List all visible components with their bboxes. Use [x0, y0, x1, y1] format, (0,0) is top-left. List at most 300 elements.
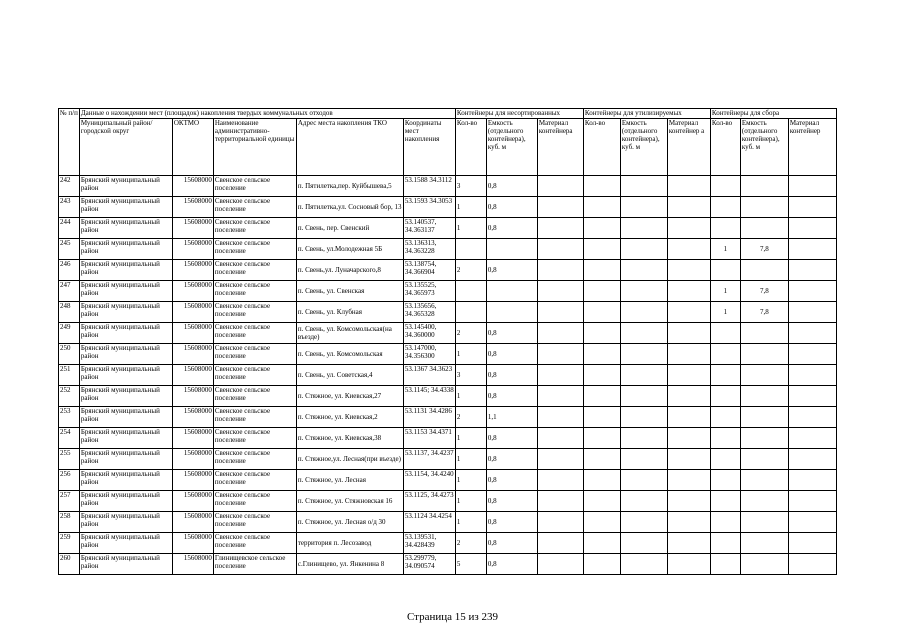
header-capacity2: Емкость (отдельного контейнера), куб. м	[620, 119, 667, 176]
cell-num: 256	[59, 470, 80, 491]
cell-municipal: Брянский муниципальный район	[79, 218, 172, 239]
cell-num: 253	[59, 407, 80, 428]
cell-collection-material	[788, 197, 836, 218]
cell-admin: Свенское сельское поселение	[213, 470, 296, 491]
cell-unsorted-material	[537, 260, 583, 281]
cell-collection-qty: 1	[710, 281, 740, 302]
cell-collection-qty	[710, 176, 740, 197]
table-row	[59, 218, 837, 239]
cell-collection-capacity	[740, 533, 788, 554]
cell-coords: 53.145400, 34.360000	[403, 323, 455, 344]
cell-municipal: Брянский муниципальный район	[79, 323, 172, 344]
cell-recyclable-qty	[583, 428, 620, 449]
cell-unsorted-material	[537, 470, 583, 491]
cell-unsorted-qty: 1	[455, 512, 486, 533]
table-row	[59, 407, 837, 428]
table-row	[59, 428, 837, 449]
cell-coords: 53.135525, 34.365973	[403, 281, 455, 302]
table-row	[59, 176, 837, 197]
cell-recyclable-qty	[583, 260, 620, 281]
cell-address: территория п. Лесозавод	[296, 533, 403, 554]
cell-municipal: Брянский муниципальный район	[79, 281, 172, 302]
cell-collection-material	[788, 470, 836, 491]
cell-collection-qty	[710, 512, 740, 533]
header-address: Адрес места накопления ТКО	[296, 119, 403, 176]
cell-coords: 53.1153 34.4371	[403, 428, 455, 449]
header-group-collection: Контейнеры для сбора	[710, 109, 836, 119]
cell-recyclable-material	[667, 512, 710, 533]
cell-num: 243	[59, 197, 80, 218]
cell-unsorted-capacity: 0,8	[486, 344, 537, 365]
header-row-columns	[59, 119, 837, 176]
cell-unsorted-material	[537, 491, 583, 512]
cell-recyclable-qty	[583, 491, 620, 512]
cell-recyclable-material	[667, 365, 710, 386]
cell-recyclable-qty	[583, 281, 620, 302]
cell-oktmo: 15608000	[172, 197, 213, 218]
table-row	[59, 512, 837, 533]
cell-address: п. Свень, ул. Комсомольская(на въезде)	[296, 323, 403, 344]
cell-recyclable-qty	[583, 470, 620, 491]
cell-collection-qty	[710, 407, 740, 428]
cell-recyclable-material	[667, 218, 710, 239]
cell-coords: 53.1154, 34.4240	[403, 470, 455, 491]
cell-recyclable-capacity	[620, 428, 667, 449]
cell-oktmo: 15608000	[172, 281, 213, 302]
cell-coords: 53.299779, 34.090574	[403, 554, 455, 575]
cell-unsorted-qty: 3	[455, 365, 486, 386]
cell-municipal: Брянский муниципальный район	[79, 554, 172, 575]
cell-unsorted-material	[537, 428, 583, 449]
cell-collection-qty	[710, 491, 740, 512]
table-row	[59, 365, 837, 386]
cell-collection-capacity	[740, 176, 788, 197]
cell-recyclable-material	[667, 491, 710, 512]
cell-admin: Свенское сельское поселение	[213, 428, 296, 449]
cell-oktmo: 15608000	[172, 554, 213, 575]
cell-collection-capacity	[740, 491, 788, 512]
cell-collection-qty	[710, 344, 740, 365]
cell-address: п. Стяжное, ул. Стяжновская 16	[296, 491, 403, 512]
cell-recyclable-qty	[583, 197, 620, 218]
cell-recyclable-material	[667, 176, 710, 197]
cell-oktmo: 15608000	[172, 512, 213, 533]
cell-unsorted-capacity	[486, 281, 537, 302]
header-oktmo: ОКТМО	[172, 119, 213, 176]
cell-unsorted-capacity: 0,8	[486, 323, 537, 344]
cell-collection-qty: 1	[710, 239, 740, 260]
cell-collection-material	[788, 428, 836, 449]
cell-coords: 53.136313, 34.363228	[403, 239, 455, 260]
cell-collection-material	[788, 491, 836, 512]
cell-collection-material	[788, 176, 836, 197]
cell-collection-capacity: 7,8	[740, 281, 788, 302]
cell-collection-qty	[710, 533, 740, 554]
cell-recyclable-material	[667, 323, 710, 344]
cell-collection-material	[788, 344, 836, 365]
cell-recyclable-qty	[583, 386, 620, 407]
cell-oktmo: 15608000	[172, 386, 213, 407]
cell-collection-capacity	[740, 218, 788, 239]
cell-oktmo: 15608000	[172, 449, 213, 470]
cell-unsorted-capacity: 0,8	[486, 365, 537, 386]
cell-collection-capacity	[740, 260, 788, 281]
cell-recyclable-material	[667, 260, 710, 281]
cell-recyclable-material	[667, 470, 710, 491]
cell-address: п. Стяжное, ул. Киевская,27	[296, 386, 403, 407]
cell-coords: 53.1137, 34.4237	[403, 449, 455, 470]
cell-recyclable-qty	[583, 176, 620, 197]
table-row	[59, 449, 837, 470]
cell-collection-qty	[710, 428, 740, 449]
cell-num: 260	[59, 554, 80, 575]
cell-recyclable-qty	[583, 407, 620, 428]
cell-collection-capacity	[740, 512, 788, 533]
cell-recyclable-qty	[583, 218, 620, 239]
cell-recyclable-qty	[583, 533, 620, 554]
cell-municipal: Брянский муниципальный район	[79, 197, 172, 218]
cell-recyclable-material	[667, 386, 710, 407]
table-row	[59, 491, 837, 512]
table-row	[59, 533, 837, 554]
cell-unsorted-qty	[455, 281, 486, 302]
header-num: № п/п	[59, 109, 80, 176]
cell-recyclable-qty	[583, 302, 620, 323]
cell-recyclable-capacity	[620, 512, 667, 533]
cell-num: 245	[59, 239, 80, 260]
cell-num: 249	[59, 323, 80, 344]
cell-admin: Свенское сельское поселение	[213, 512, 296, 533]
table-row	[59, 281, 837, 302]
cell-coords: 53.147000, 34.356300	[403, 344, 455, 365]
cell-admin: Свенское сельское поселение	[213, 323, 296, 344]
cell-unsorted-material	[537, 197, 583, 218]
cell-recyclable-capacity	[620, 197, 667, 218]
cell-unsorted-qty: 1	[455, 491, 486, 512]
cell-address: п. Стяжное, ул. Киевская,38	[296, 428, 403, 449]
cell-num: 250	[59, 344, 80, 365]
cell-unsorted-qty	[455, 239, 486, 260]
cell-municipal: Брянский муниципальный район	[79, 449, 172, 470]
table-row	[59, 260, 837, 281]
cell-municipal: Брянский муниципальный район	[79, 302, 172, 323]
cell-collection-capacity	[740, 197, 788, 218]
cell-collection-qty: 1	[710, 302, 740, 323]
cell-recyclable-material	[667, 197, 710, 218]
cell-unsorted-capacity: 0,8	[486, 176, 537, 197]
cell-recyclable-qty	[583, 512, 620, 533]
cell-unsorted-material	[537, 302, 583, 323]
cell-recyclable-capacity	[620, 533, 667, 554]
cell-collection-capacity	[740, 428, 788, 449]
cell-collection-qty	[710, 365, 740, 386]
cell-collection-qty	[710, 386, 740, 407]
cell-recyclable-capacity	[620, 239, 667, 260]
cell-coords: 53.139531, 34.428439	[403, 533, 455, 554]
header-material3: Материал контейнер	[788, 119, 836, 176]
cell-collection-material	[788, 449, 836, 470]
waste-sites-table	[58, 108, 837, 575]
cell-municipal: Брянский муниципальный район	[79, 491, 172, 512]
cell-recyclable-material	[667, 344, 710, 365]
cell-num: 244	[59, 218, 80, 239]
cell-recyclable-capacity	[620, 260, 667, 281]
cell-address: п. Свень, ул.Молодежная 5Б	[296, 239, 403, 260]
cell-recyclable-material	[667, 281, 710, 302]
cell-unsorted-qty: 5	[455, 554, 486, 575]
cell-recyclable-qty	[583, 239, 620, 260]
cell-admin: Свенское сельское поселение	[213, 218, 296, 239]
cell-municipal: Брянский муниципальный район	[79, 365, 172, 386]
cell-collection-capacity	[740, 554, 788, 575]
cell-recyclable-material	[667, 302, 710, 323]
cell-collection-capacity	[740, 365, 788, 386]
cell-recyclable-qty	[583, 365, 620, 386]
cell-unsorted-capacity: 0,8	[486, 386, 537, 407]
cell-collection-material	[788, 365, 836, 386]
header-group-unsorted: Контейнеры для несортированных	[455, 109, 583, 119]
cell-recyclable-capacity	[620, 470, 667, 491]
cell-unsorted-qty: 1	[455, 344, 486, 365]
cell-unsorted-qty: 2	[455, 323, 486, 344]
cell-collection-material	[788, 239, 836, 260]
cell-unsorted-material	[537, 281, 583, 302]
cell-recyclable-capacity	[620, 344, 667, 365]
cell-coords: 53.135656, 34.365328	[403, 302, 455, 323]
cell-municipal: Брянский муниципальный район	[79, 260, 172, 281]
cell-oktmo: 15608000	[172, 428, 213, 449]
cell-collection-material	[788, 281, 836, 302]
cell-oktmo: 15608000	[172, 176, 213, 197]
header-qty: Кол-во	[455, 119, 486, 176]
page-number: Страница 15 из 239	[406, 611, 499, 623]
cell-municipal: Брянский муниципальный район	[79, 386, 172, 407]
cell-unsorted-capacity	[486, 302, 537, 323]
cell-coords: 53.1125, 34.4273	[403, 491, 455, 512]
cell-municipal: Брянский муниципальный район	[79, 428, 172, 449]
cell-unsorted-material	[537, 323, 583, 344]
cell-unsorted-capacity: 0,8	[486, 533, 537, 554]
cell-oktmo: 15608000	[172, 239, 213, 260]
cell-coords: 53.1588 34.3112	[403, 176, 455, 197]
cell-admin: Свенское сельское поселение	[213, 491, 296, 512]
cell-coords: 53.1131 34.4286	[403, 407, 455, 428]
cell-address: п. Свень, пер. Свенский	[296, 218, 403, 239]
cell-unsorted-qty: 1	[455, 470, 486, 491]
cell-collection-capacity: 7,8	[740, 239, 788, 260]
cell-num: 255	[59, 449, 80, 470]
cell-coords: 53.1593 34.3053	[403, 197, 455, 218]
cell-coords: 53.138754, 34.366904	[403, 260, 455, 281]
header-qty2: Кол-во	[583, 119, 620, 176]
cell-recyclable-capacity	[620, 365, 667, 386]
cell-collection-material	[788, 302, 836, 323]
cell-unsorted-qty: 1	[455, 218, 486, 239]
cell-recyclable-material	[667, 554, 710, 575]
cell-address: п. Пятилетка,ул. Сосновый бор, 13	[296, 197, 403, 218]
cell-unsorted-capacity: 0,8	[486, 470, 537, 491]
cell-coords: 53.1124 34.4254	[403, 512, 455, 533]
cell-unsorted-material	[537, 407, 583, 428]
cell-collection-capacity	[740, 449, 788, 470]
header-qty3: Кол-во	[710, 119, 740, 176]
cell-unsorted-qty: 1	[455, 428, 486, 449]
cell-address: п. Свень, ул. Клубная	[296, 302, 403, 323]
cell-collection-material	[788, 218, 836, 239]
cell-oktmo: 15608000	[172, 365, 213, 386]
cell-recyclable-material	[667, 449, 710, 470]
cell-num: 246	[59, 260, 80, 281]
cell-collection-material	[788, 323, 836, 344]
cell-unsorted-capacity: 0,8	[486, 218, 537, 239]
cell-coords: 53.1145; 34.4338	[403, 386, 455, 407]
cell-oktmo: 15608000	[172, 302, 213, 323]
cell-recyclable-qty	[583, 449, 620, 470]
cell-collection-material	[788, 386, 836, 407]
header-row-groups	[59, 109, 837, 119]
cell-coords: 53.1367 34.3623	[403, 365, 455, 386]
cell-collection-capacity	[740, 386, 788, 407]
cell-unsorted-capacity: 0,8	[486, 512, 537, 533]
cell-recyclable-qty	[583, 344, 620, 365]
cell-admin: Глинищевское сельское поселение	[213, 554, 296, 575]
cell-municipal: Брянский муниципальный район	[79, 512, 172, 533]
cell-collection-qty	[710, 260, 740, 281]
cell-recyclable-capacity	[620, 407, 667, 428]
header-group-recyclable: Контейнеры для утилизируемых	[583, 109, 710, 119]
cell-coords: 53.140537, 34.363137	[403, 218, 455, 239]
cell-unsorted-qty: 2	[455, 260, 486, 281]
header-capacity3: Емкость (отдельного контейнера), куб. м	[740, 119, 788, 176]
cell-collection-material	[788, 407, 836, 428]
header-municipal: Муниципальный район/городской округ	[79, 119, 172, 176]
cell-unsorted-material	[537, 344, 583, 365]
cell-recyclable-capacity	[620, 386, 667, 407]
cell-admin: Свенское сельское поселение	[213, 386, 296, 407]
cell-municipal: Брянский муниципальный район	[79, 344, 172, 365]
cell-admin: Свенское сельское поселение	[213, 176, 296, 197]
cell-municipal: Брянский муниципальный район	[79, 533, 172, 554]
cell-unsorted-capacity: 0,8	[486, 197, 537, 218]
cell-recyclable-material	[667, 428, 710, 449]
cell-municipal: Брянский муниципальный район	[79, 407, 172, 428]
cell-unsorted-material	[537, 386, 583, 407]
cell-address: п. Стяжное, ул. Лесная	[296, 470, 403, 491]
cell-unsorted-qty: 1	[455, 449, 486, 470]
cell-unsorted-capacity: 0,8	[486, 449, 537, 470]
cell-recyclable-capacity	[620, 554, 667, 575]
cell-unsorted-capacity: 1,1	[486, 407, 537, 428]
cell-unsorted-qty: 1	[455, 197, 486, 218]
cell-oktmo: 15608000	[172, 323, 213, 344]
cell-unsorted-capacity: 0,8	[486, 428, 537, 449]
cell-admin: Свенское сельское поселение	[213, 407, 296, 428]
cell-unsorted-capacity: 0,8	[486, 554, 537, 575]
cell-collection-qty	[710, 554, 740, 575]
table-row	[59, 323, 837, 344]
cell-unsorted-material	[537, 176, 583, 197]
cell-collection-capacity: 7,8	[740, 302, 788, 323]
cell-unsorted-capacity	[486, 239, 537, 260]
cell-oktmo: 15608000	[172, 533, 213, 554]
header-admin: Наименование административно-территориальной единицы	[213, 119, 296, 176]
cell-num: 242	[59, 176, 80, 197]
cell-address: п. Свень, ул. Советская,4	[296, 365, 403, 386]
cell-unsorted-qty: 1	[455, 386, 486, 407]
cell-num: 248	[59, 302, 80, 323]
cell-collection-material	[788, 554, 836, 575]
cell-admin: Свенское сельское поселение	[213, 239, 296, 260]
cell-collection-capacity	[740, 344, 788, 365]
cell-address: п. Свень, ул. Комсомольская	[296, 344, 403, 365]
cell-unsorted-material	[537, 554, 583, 575]
cell-oktmo: 15608000	[172, 470, 213, 491]
cell-recyclable-capacity	[620, 449, 667, 470]
header-material: Материал контейнера	[537, 119, 583, 176]
cell-admin: Свенское сельское поселение	[213, 260, 296, 281]
table-row	[59, 554, 837, 575]
cell-municipal: Брянский муниципальный район	[79, 176, 172, 197]
cell-recyclable-capacity	[620, 323, 667, 344]
cell-collection-capacity	[740, 470, 788, 491]
cell-oktmo: 15608000	[172, 260, 213, 281]
cell-unsorted-qty: 3	[455, 176, 486, 197]
cell-admin: Свенское сельское поселение	[213, 533, 296, 554]
cell-recyclable-capacity	[620, 302, 667, 323]
table-row	[59, 470, 837, 491]
cell-unsorted-capacity: 0,8	[486, 491, 537, 512]
cell-recyclable-qty	[583, 554, 620, 575]
cell-oktmo: 15608000	[172, 218, 213, 239]
cell-unsorted-material	[537, 449, 583, 470]
cell-num: 259	[59, 533, 80, 554]
cell-collection-capacity	[740, 323, 788, 344]
cell-oktmo: 15608000	[172, 407, 213, 428]
table-row	[59, 197, 837, 218]
cell-collection-capacity	[740, 407, 788, 428]
cell-oktmo: 15608000	[172, 491, 213, 512]
cell-municipal: Брянский муниципальный район	[79, 470, 172, 491]
cell-admin: Свенское сельское поселение	[213, 197, 296, 218]
table-row	[59, 344, 837, 365]
table-row	[59, 302, 837, 323]
cell-municipal: Брянский муниципальный район	[79, 239, 172, 260]
cell-recyclable-qty	[583, 323, 620, 344]
table-row	[59, 239, 837, 260]
cell-address: с.Глинищево, ул. Янкенина 8	[296, 554, 403, 575]
cell-recyclable-capacity	[620, 281, 667, 302]
cell-collection-qty	[710, 197, 740, 218]
header-coords: Координаты мест накопления	[403, 119, 455, 176]
cell-collection-qty	[710, 218, 740, 239]
cell-address: п. Стяжное, ул. Лесная о/д 30	[296, 512, 403, 533]
cell-recyclable-capacity	[620, 491, 667, 512]
cell-collection-material	[788, 533, 836, 554]
cell-recyclable-material	[667, 239, 710, 260]
cell-collection-qty	[710, 470, 740, 491]
cell-admin: Свенское сельское поселение	[213, 344, 296, 365]
cell-unsorted-capacity: 0,8	[486, 260, 537, 281]
cell-collection-qty	[710, 449, 740, 470]
cell-num: 251	[59, 365, 80, 386]
cell-address: п. Стяжное, ул. Киевская,2	[296, 407, 403, 428]
cell-oktmo: 15608000	[172, 344, 213, 365]
cell-unsorted-qty: 2	[455, 407, 486, 428]
cell-num: 252	[59, 386, 80, 407]
header-material2: Материал контейнер а	[667, 119, 710, 176]
cell-recyclable-material	[667, 407, 710, 428]
cell-admin: Свенское сельское поселение	[213, 365, 296, 386]
